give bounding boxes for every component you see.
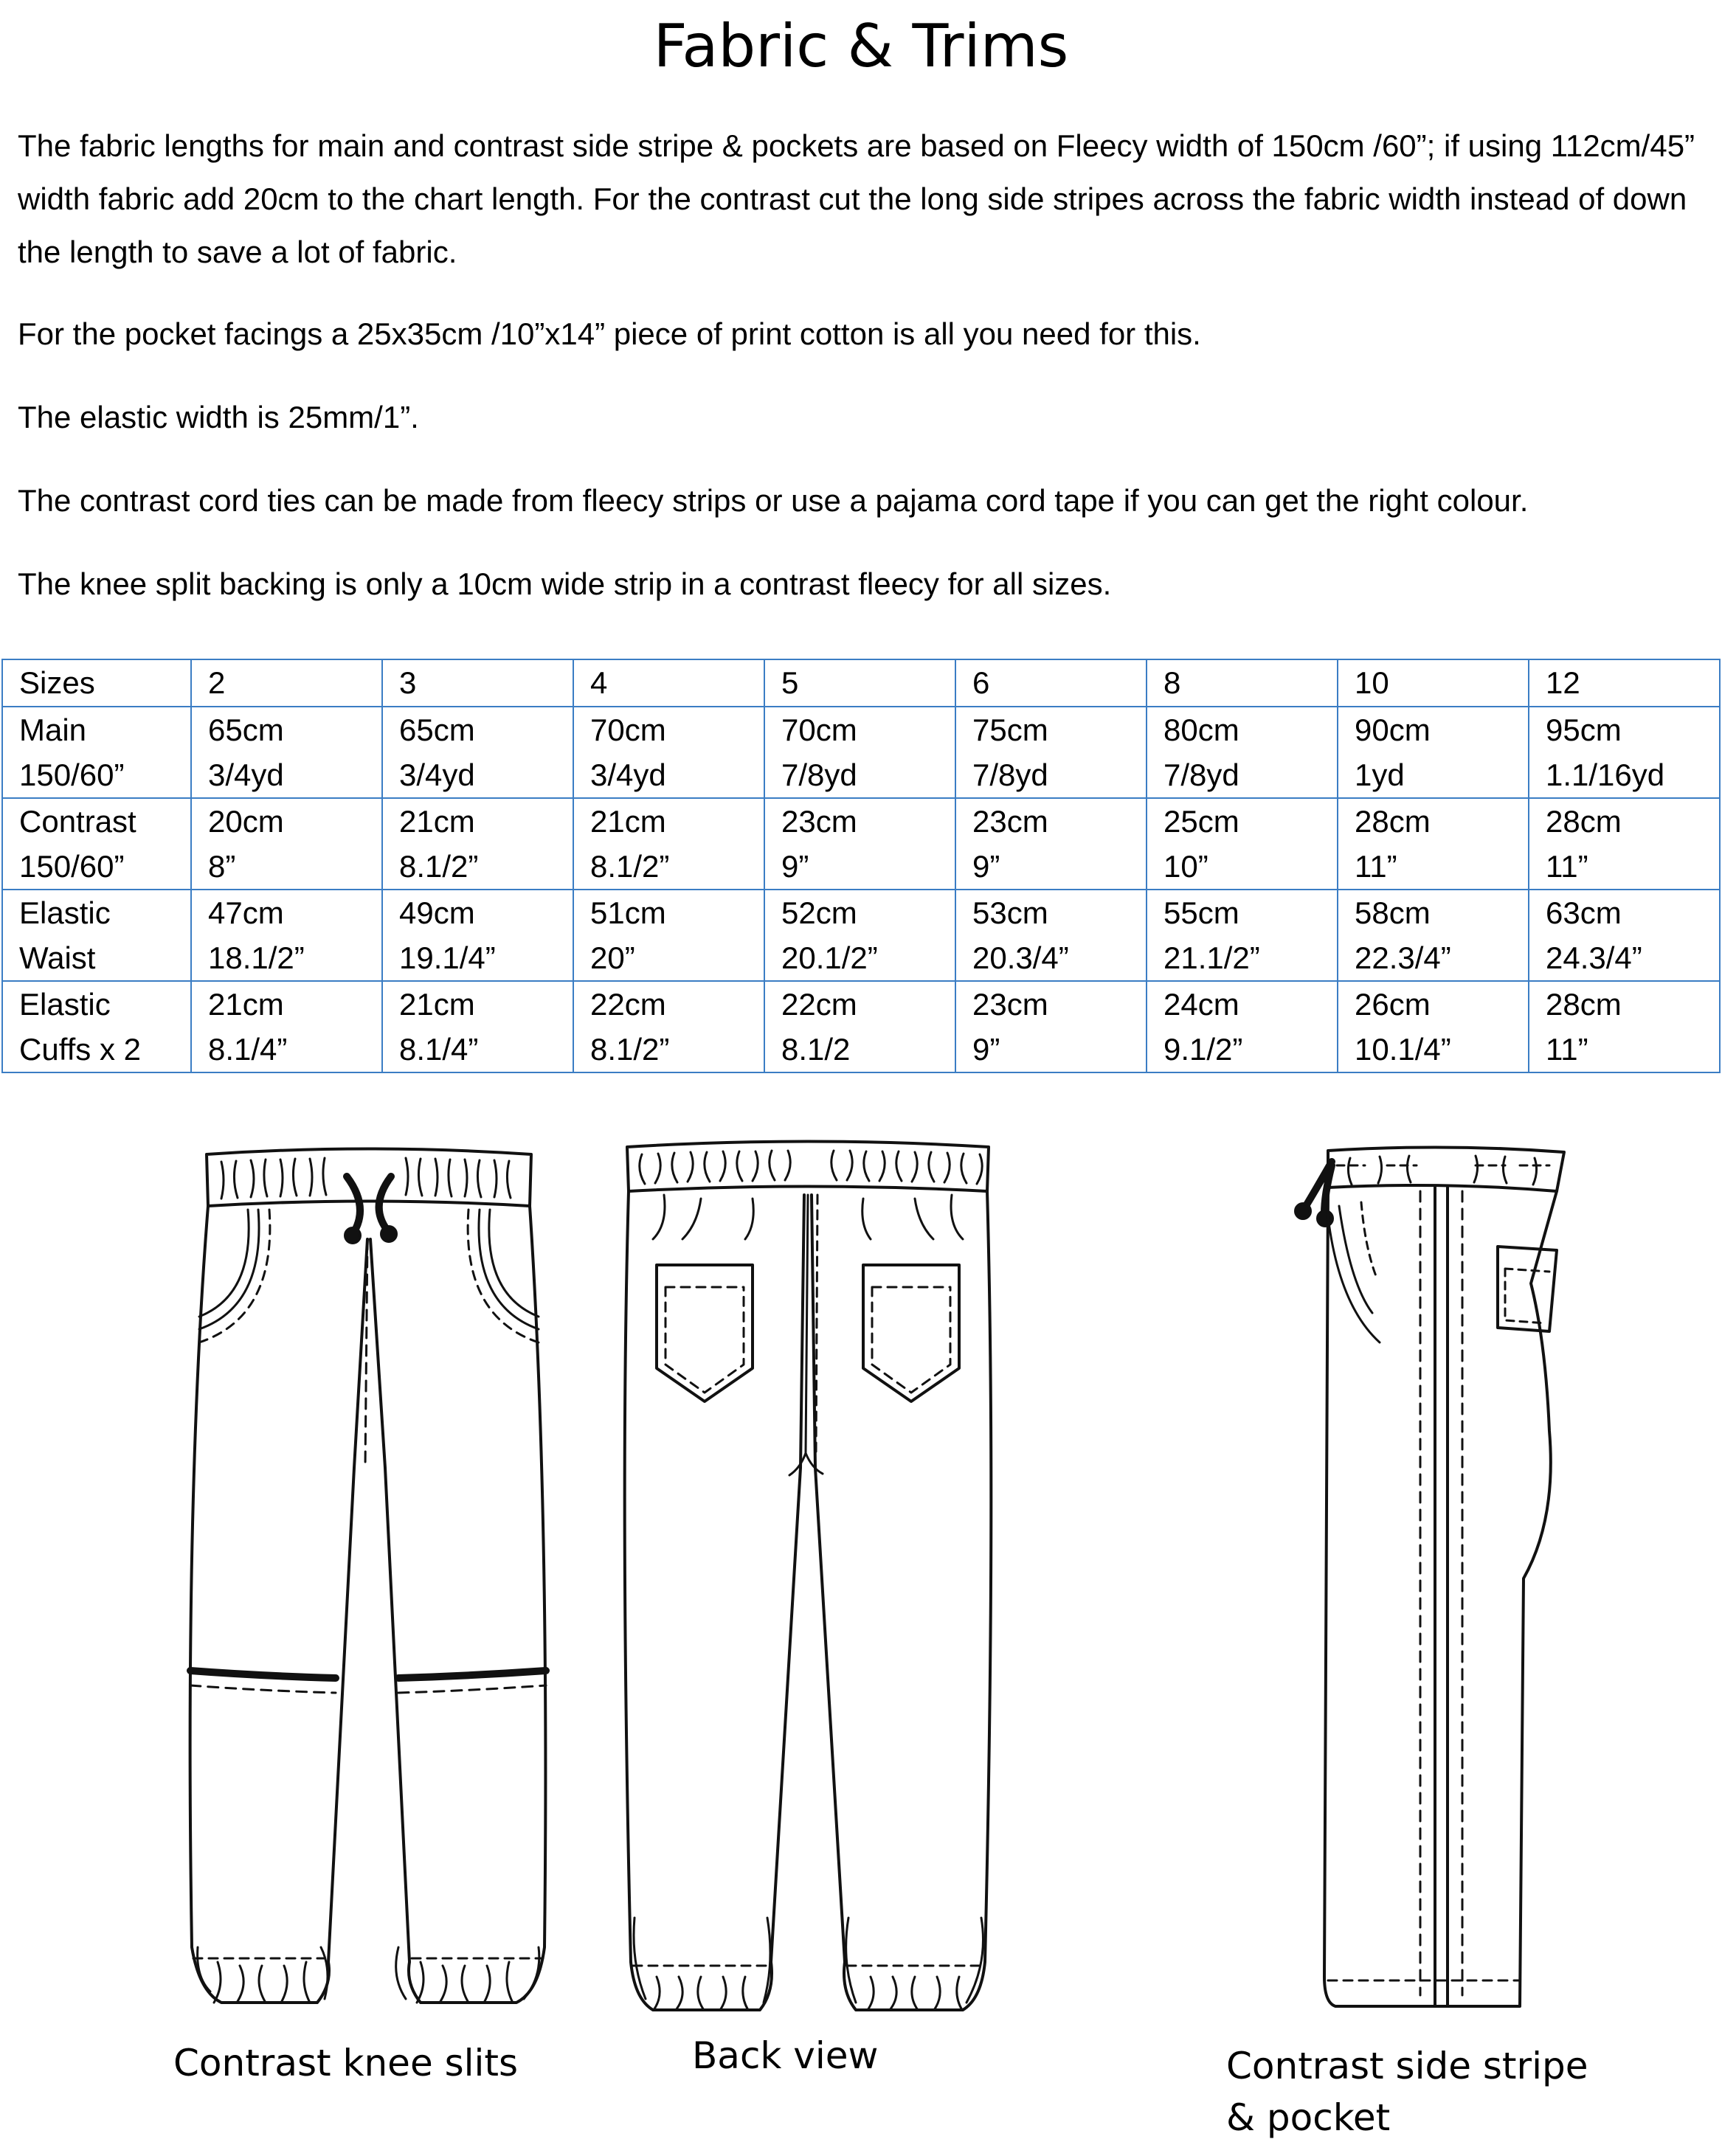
row-label-line: 150/60” bbox=[19, 758, 125, 792]
right-back-pocket bbox=[863, 1265, 959, 1401]
table-cell bbox=[573, 890, 764, 981]
center-back-stitch bbox=[816, 1195, 817, 1453]
cell-metric: 58cm bbox=[1355, 895, 1431, 930]
cell-imperial: 3/4yd bbox=[208, 758, 284, 792]
cell-imperial: 22.3/4” bbox=[1355, 940, 1451, 975]
right-leg-outline bbox=[812, 1191, 991, 2010]
cell-imperial: 3/4yd bbox=[399, 758, 475, 792]
cell-imperial: 10” bbox=[1163, 849, 1208, 884]
cell-imperial: 11” bbox=[1546, 849, 1588, 884]
pocket-facings-paragraph: For the pocket facings a 25x35cm /10”x14” piece of print cotton is all you need for this. bbox=[18, 316, 1201, 351]
waistband bbox=[207, 1149, 531, 1207]
cell-metric: 95cm bbox=[1546, 713, 1622, 747]
cuff-gathers bbox=[193, 1947, 543, 2003]
cell-imperial: 9” bbox=[781, 849, 809, 884]
header-cell: 2 bbox=[191, 659, 382, 707]
header-cell: 10 bbox=[1338, 659, 1529, 707]
cuff-gathers bbox=[633, 1918, 985, 2010]
cell-metric: 21cm bbox=[399, 987, 475, 1022]
header-cell: Sizes bbox=[2, 659, 191, 707]
cell-metric: 75cm bbox=[972, 713, 1048, 747]
cell-imperial: 3/4yd bbox=[590, 758, 666, 792]
cell-imperial: 8” bbox=[208, 849, 236, 884]
cell-imperial: 7/8yd bbox=[1163, 758, 1239, 792]
left-leg-outline bbox=[625, 1191, 804, 2010]
table-cell bbox=[955, 890, 1147, 981]
front-pants-illustration bbox=[177, 1136, 561, 2021]
cell-imperial: 8.1/4” bbox=[208, 1032, 288, 1067]
cell-imperial: 11” bbox=[1546, 1032, 1588, 1067]
table-cell bbox=[191, 798, 382, 890]
back-pants-illustration bbox=[612, 1136, 1003, 2021]
row-label bbox=[2, 707, 191, 798]
header-cell: 4 bbox=[573, 659, 764, 707]
header-cell: 6 bbox=[955, 659, 1147, 707]
table-cell bbox=[764, 890, 955, 981]
left-pocket bbox=[199, 1210, 259, 1329]
table-cell bbox=[382, 981, 573, 1072]
cell-imperial: 18.1/2” bbox=[208, 940, 305, 975]
cell-imperial: 9” bbox=[972, 849, 1000, 884]
table-row-contrast bbox=[2, 798, 1720, 890]
table-cell bbox=[191, 707, 382, 798]
cell-metric: 28cm bbox=[1546, 804, 1622, 839]
table-cell bbox=[1529, 981, 1720, 1072]
cell-imperial: 9.1/2” bbox=[1163, 1032, 1243, 1067]
table-cell bbox=[1338, 707, 1529, 798]
table-cell bbox=[191, 981, 382, 1072]
row-label-line: Elastic bbox=[19, 987, 111, 1022]
table-cell bbox=[764, 707, 955, 798]
table-cell bbox=[955, 981, 1147, 1072]
cell-metric: 70cm bbox=[590, 713, 666, 747]
cell-metric: 51cm bbox=[590, 895, 666, 930]
fabric-lengths-paragraph: The fabric lengths for main and contrast side stripe & pockets are based on Fleecy width of 150cm /60”; if using 112cm/45” width fabric add 20cm to the chart length. For the contrast cut the long side stripes across the fabric width instead of down the length to save a lot of fabric. bbox=[18, 128, 1695, 269]
row-label-line: Main bbox=[19, 713, 87, 747]
cell-metric: 52cm bbox=[781, 895, 857, 930]
table-cell bbox=[1147, 707, 1338, 798]
cell-metric: 22cm bbox=[781, 987, 857, 1022]
cell-metric: 53cm bbox=[972, 895, 1048, 930]
table-row-elastic-waist bbox=[2, 890, 1720, 981]
header-cell: 12 bbox=[1529, 659, 1720, 707]
row-label-line: Waist bbox=[19, 940, 96, 975]
knee-slits bbox=[190, 1671, 546, 1693]
side-pocket bbox=[1498, 1247, 1557, 1331]
cell-imperial: 7/8yd bbox=[972, 758, 1048, 792]
table-cell bbox=[573, 707, 764, 798]
cell-imperial: 19.1/4” bbox=[399, 940, 496, 975]
cell-imperial: 20” bbox=[590, 940, 635, 975]
table-cell bbox=[191, 890, 382, 981]
cell-metric: 47cm bbox=[208, 895, 284, 930]
header-cell: 5 bbox=[764, 659, 955, 707]
caption-side-view bbox=[1226, 2040, 1669, 2143]
table-cell bbox=[764, 798, 955, 890]
caption-front-view: Contrast knee slits bbox=[173, 2042, 519, 2084]
cell-imperial: 20.1/2” bbox=[781, 940, 878, 975]
drawstring-icon bbox=[345, 1176, 396, 1243]
table-cell bbox=[1529, 798, 1720, 890]
cell-metric: 80cm bbox=[1163, 713, 1239, 747]
cell-imperial: 9” bbox=[972, 1032, 1000, 1067]
table-cell bbox=[955, 707, 1147, 798]
cell-metric: 26cm bbox=[1355, 987, 1431, 1022]
knee-split-paragraph: The knee split backing is only a 10cm wide strip in a contrast fleecy for all sizes. bbox=[18, 566, 1112, 601]
table-row-elastic-cuffs bbox=[2, 981, 1720, 1072]
row-label-line: Elastic bbox=[19, 895, 111, 930]
table-cell bbox=[382, 707, 573, 798]
header-cell: 8 bbox=[1147, 659, 1338, 707]
cell-imperial: 8.1/2” bbox=[590, 1032, 670, 1067]
cell-imperial: 21.1/2” bbox=[1163, 940, 1260, 975]
right-leg-outline bbox=[370, 1206, 545, 2003]
cell-metric: 22cm bbox=[590, 987, 666, 1022]
cell-imperial: 8.1/2” bbox=[590, 849, 670, 884]
side-stripe bbox=[1420, 1188, 1462, 2006]
row-label bbox=[2, 798, 191, 890]
row-label bbox=[2, 981, 191, 1072]
table-row-main bbox=[2, 707, 1720, 798]
cell-metric: 55cm bbox=[1163, 895, 1239, 930]
table-cell bbox=[1529, 890, 1720, 981]
cell-imperial: 1.1/16yd bbox=[1546, 758, 1665, 792]
cell-imperial: 8.1/2” bbox=[399, 849, 479, 884]
table-cell bbox=[573, 798, 764, 890]
table-cell bbox=[955, 798, 1147, 890]
waistband bbox=[1328, 1147, 1564, 1191]
row-label-line: 150/60” bbox=[19, 849, 125, 884]
leg-outline bbox=[1324, 1188, 1557, 2006]
row-label-line: Cuffs x 2 bbox=[19, 1032, 141, 1067]
left-leg-outline bbox=[190, 1206, 367, 2003]
cell-imperial: 7/8yd bbox=[781, 758, 857, 792]
cell-metric: 90cm bbox=[1355, 713, 1431, 747]
cell-metric: 28cm bbox=[1546, 987, 1622, 1022]
cell-metric: 21cm bbox=[208, 987, 284, 1022]
cell-imperial: 8.1/4” bbox=[399, 1032, 479, 1067]
table-cell bbox=[1147, 798, 1338, 890]
header-cell: 3 bbox=[382, 659, 573, 707]
front-pocket-stitch bbox=[1361, 1202, 1376, 1276]
cell-metric: 23cm bbox=[972, 987, 1048, 1022]
cell-imperial: 1yd bbox=[1355, 758, 1405, 792]
cell-metric: 20cm bbox=[208, 804, 284, 839]
table-cell bbox=[382, 890, 573, 981]
left-back-pocket bbox=[657, 1265, 753, 1401]
cord-ties-paragraph: The contrast cord ties can be made from fleecy strips or use a pajama cord tape if you can get the right colour. bbox=[18, 483, 1529, 518]
caption-side-line2: & pocket bbox=[1226, 2096, 1391, 2139]
table-header-row bbox=[2, 659, 1720, 707]
table-cell bbox=[1338, 798, 1529, 890]
table-cell bbox=[764, 981, 955, 1072]
table-cell bbox=[1147, 890, 1338, 981]
caption-side-line1: Contrast side stripe bbox=[1226, 2045, 1588, 2087]
cell-metric: 28cm bbox=[1355, 804, 1431, 839]
table-cell bbox=[1338, 981, 1529, 1072]
cell-metric: 63cm bbox=[1546, 895, 1622, 930]
cell-metric: 25cm bbox=[1163, 804, 1239, 839]
table-cell bbox=[1147, 981, 1338, 1072]
row-label-line: Contrast bbox=[19, 804, 136, 839]
cell-metric: 21cm bbox=[590, 804, 666, 839]
cell-metric: 70cm bbox=[781, 713, 857, 747]
side-pants-illustration bbox=[1254, 1136, 1586, 2021]
cell-metric: 23cm bbox=[781, 804, 857, 839]
cell-imperial: 8.1/2 bbox=[781, 1032, 851, 1067]
table-cell bbox=[573, 981, 764, 1072]
cell-metric: 21cm bbox=[399, 804, 475, 839]
cell-metric: 65cm bbox=[399, 713, 475, 747]
table-cell bbox=[1338, 890, 1529, 981]
elastic-width-paragraph: The elastic width is 25mm/1”. bbox=[18, 400, 419, 434]
cell-imperial: 20.3/4” bbox=[972, 940, 1069, 975]
cell-imperial: 11” bbox=[1355, 849, 1397, 884]
cell-imperial: 10.1/4” bbox=[1355, 1032, 1451, 1067]
cell-metric: 65cm bbox=[208, 713, 284, 747]
cell-metric: 23cm bbox=[972, 804, 1048, 839]
cell-imperial: 24.3/4” bbox=[1546, 940, 1642, 975]
cell-metric: 24cm bbox=[1163, 987, 1239, 1022]
table-cell bbox=[382, 798, 573, 890]
row-label bbox=[2, 890, 191, 981]
caption-back-view: Back view bbox=[692, 2034, 879, 2077]
right-pocket bbox=[479, 1210, 539, 1329]
fabric-requirements-table bbox=[1, 659, 1721, 1073]
page-title: Fabric & Trims bbox=[653, 12, 1069, 80]
cell-metric: 49cm bbox=[399, 895, 475, 930]
front-pocket bbox=[1328, 1206, 1380, 1342]
table-cell bbox=[1529, 707, 1720, 798]
